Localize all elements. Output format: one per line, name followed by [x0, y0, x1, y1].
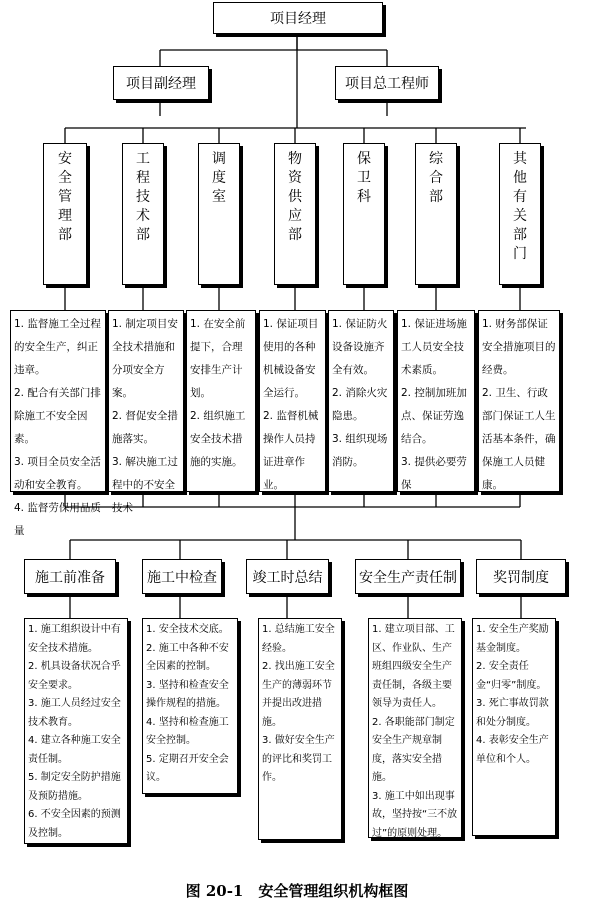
project-manager-box [213, 2, 383, 34]
dept-engineering [122, 143, 164, 285]
deputy-manager-box [113, 66, 209, 100]
items-responsibility [368, 618, 462, 838]
deputy-manager-label: 项目副经理 [126, 76, 196, 92]
dept-others [499, 143, 541, 285]
phase-item: 5. 制定安全防护措施及预防措施。 [28, 772, 121, 802]
duty-item: 1. 监督施工全过程的安全生产，纠正违章。 [14, 318, 101, 376]
duty-item: 2. 控制加班加点、保证劳逸结合。 [401, 387, 467, 445]
duties-dispatch [186, 310, 256, 492]
dept-supply [274, 143, 316, 285]
phase-responsibility-label: 安全生产责任制 [359, 569, 457, 586]
dept-general [415, 143, 457, 285]
duty-item: 3. 解决施工过程中的不安全技术 [112, 456, 178, 514]
duties-security [328, 310, 394, 492]
phase-rewards-label: 奖罚制度 [493, 569, 549, 586]
phase-responsibility [355, 559, 461, 594]
dept-name: 安全管理部 [57, 151, 72, 243]
phase-inspection [142, 559, 222, 594]
duty-item: 1. 在安全前提下，合理安排生产计划。 [190, 318, 246, 399]
figure-caption: 图 20-1 安全管理组织机构框图 [185, 882, 409, 900]
project-manager-label: 项目经理 [270, 11, 326, 27]
phase-item: 2. 安全责任金“归零”制度。 [476, 661, 547, 691]
items-summary [258, 618, 342, 840]
duty-item: 1. 制定项目安全技术措施和分项安全方案。 [112, 318, 178, 399]
phase-item: 5. 定期召开安全会议。 [146, 753, 229, 783]
duty-item: 4. 监督劳保用品质量 [14, 502, 101, 537]
phase-preparation-label: 施工前准备 [35, 569, 105, 586]
items-inspection [142, 618, 238, 794]
dept-name: 调度室 [211, 151, 226, 205]
duties-engineering [108, 310, 184, 514]
dept-dispatch [198, 143, 240, 285]
duty-item: 2. 配合有关部门排除施工不安全因素。 [14, 387, 101, 445]
duty-item: 3. 提供必要劳保 [401, 456, 467, 491]
phase-item: 1. 总结施工安全经验。 [262, 624, 335, 654]
duties-supply [259, 310, 326, 492]
phase-item: 2. 找出施工安全生产的薄弱环节并提出改进措施。 [262, 661, 335, 728]
duty-item: 2. 督促安全措施落实。 [112, 410, 178, 445]
duty-item: 1. 财务部保证安全措施项目的经费。 [482, 318, 556, 376]
phase-item: 3. 死亡事故罚款和处分制度。 [476, 698, 549, 728]
dept-name: 综合部 [428, 151, 443, 205]
phase-item: 1. 建立项目部、工区、作业队、生产班组四级安全生产责任制，各级主要领导为责任人。 [372, 624, 455, 709]
items-rewards [472, 618, 556, 836]
phase-summary [246, 559, 329, 594]
dept-name: 工程技术部 [135, 151, 150, 243]
duty-item: 2. 组织施工安全技术措施的实施。 [190, 410, 246, 468]
duty-item: 1. 保证项目使用的各种机械设备安全运行。 [263, 318, 319, 399]
phase-item: 1. 安全生产奖励基金制度。 [476, 624, 549, 654]
dept-name: 物资供应部 [287, 151, 302, 243]
phase-preparation [24, 559, 116, 594]
duty-item: 1. 保证防火设备设施齐全有效。 [332, 318, 388, 376]
phase-item: 2. 各职能部门制定安全生产规章制度，落实安全措施。 [372, 716, 455, 783]
phase-inspection-label: 施工中检查 [147, 569, 217, 586]
phase-item: 4. 表彰安全生产单位和个人。 [476, 735, 549, 765]
duty-item: 3. 项目全员安全活动和安全教育。 [14, 456, 101, 491]
phase-summary-label: 竣工时总结 [252, 569, 323, 586]
chief-engineer-box [335, 66, 439, 100]
phase-item: 3. 坚持和检查安全操作规程的措施。 [146, 679, 229, 709]
phase-item: 1. 施工组织设计中有安全技术措施。 [28, 624, 121, 654]
phase-item: 4. 建立各种施工安全责任制。 [28, 735, 121, 765]
duty-item: 1. 保证进场施工人员安全技术素质。 [401, 318, 467, 376]
phase-rewards [476, 559, 566, 594]
dept-security [343, 143, 385, 285]
phase-item: 2. 机具设备状况合乎安全要求。 [28, 661, 121, 691]
chief-engineer-label: 项目总工程师 [345, 76, 429, 92]
duty-item: 2. 卫生、行政部门保证工人生活基本条件，确保施工人员健康。 [482, 387, 556, 491]
phase-item: 4. 坚持和检查施工安全控制。 [146, 716, 229, 746]
items-preparation [24, 618, 128, 844]
duties-safety-mgmt [10, 310, 106, 537]
phase-item: 1. 安全技术交底。 [146, 624, 229, 635]
phase-item: 6. 不安全因素的预测及控制。 [28, 809, 121, 839]
phase-item: 3. 施工人员经过安全技术教育。 [28, 698, 121, 728]
phase-item: 3. 做好安全生产的评比和奖罚工作。 [262, 735, 335, 783]
duties-general [397, 310, 475, 492]
duty-item: 2. 监督机械操作人员持证进章作业。 [263, 410, 319, 491]
duties-others [478, 310, 560, 492]
duty-item: 2. 消除火灾隐患。 [332, 387, 388, 422]
dept-name: 保卫科 [356, 151, 371, 205]
duty-item: 3. 组织现场消防。 [332, 433, 388, 468]
phase-item: 2. 施工中各种不安全因素的控制。 [146, 642, 229, 672]
dept-name: 其他有关部门 [512, 151, 527, 262]
dept-safety-mgmt [43, 143, 87, 285]
phase-item: 3. 施工中如出现事故，坚持按“三不放过”的原则处理。 [372, 790, 458, 839]
